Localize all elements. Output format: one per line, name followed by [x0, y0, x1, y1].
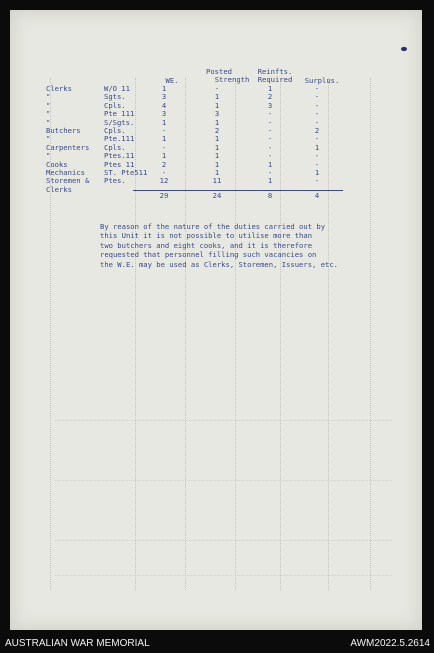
row-category: Clerks [46, 184, 72, 194]
row-reinf: 1 [267, 176, 273, 186]
footer-accession-number: AWM2022.5.2614 [350, 638, 430, 649]
ghost-rule [55, 420, 392, 421]
row-category: " [46, 100, 51, 110]
row-we: 1 [161, 84, 167, 93]
row-reinf: 1 [267, 84, 273, 93]
row-surplus: - [314, 134, 320, 144]
row-posted: 1 [214, 117, 220, 127]
ghost-rule [185, 78, 186, 590]
row-rank: Pte.111 [104, 134, 135, 144]
row-reinf: 1 [267, 159, 273, 169]
row-posted: 1 [214, 142, 220, 152]
row-category: " [46, 92, 51, 102]
row-category: " [46, 117, 51, 127]
total-surplus: 4 [314, 191, 320, 200]
row-we: - [161, 126, 167, 135]
row-surplus: - [314, 84, 320, 93]
row-posted: 11 [212, 176, 222, 186]
row-rank: Pte 111 [104, 109, 135, 119]
row-we: - [161, 142, 167, 152]
row-surplus: - [314, 92, 320, 102]
ghost-rule [235, 78, 236, 590]
row-reinf: - [267, 168, 273, 177]
row-reinf: - [267, 109, 273, 119]
remarks-paragraph [100, 222, 375, 269]
row-category: Cooks [46, 159, 68, 169]
row-category: " [46, 134, 51, 144]
row-category: Mechanics [46, 168, 85, 177]
row-reinf: - [267, 134, 273, 144]
row-posted: - [214, 84, 220, 93]
row-category: Storemen & [46, 176, 90, 186]
row-reinf: 2 [267, 92, 273, 102]
row-posted: 1 [214, 151, 220, 161]
header-reinfts-line2: Required [257, 75, 293, 84]
row-we: 3 [161, 109, 167, 119]
ghost-rule [55, 540, 392, 541]
row-reinf: 3 [267, 100, 273, 110]
row-category: " [46, 151, 51, 161]
row-category: " [46, 109, 51, 119]
paragraph-line: requested that personnel filling such vacancies on [100, 250, 317, 260]
row-surplus: 1 [314, 142, 320, 152]
row-we: 12 [159, 176, 169, 186]
row-posted: 3 [214, 109, 220, 119]
footer-institution: AUSTRALIAN WAR MEMORIAL [5, 638, 150, 649]
header-posted-line2: Strength [214, 75, 250, 84]
row-posted: 1 [214, 159, 220, 169]
header-surplus: Surplus. [304, 76, 340, 85]
row-we: - [161, 168, 167, 177]
row-rank: Ptes.11 [104, 151, 135, 161]
row-reinf: - [267, 142, 273, 152]
row-rank: S/Sgts. [104, 117, 135, 127]
row-rank: W/O 11 [104, 84, 130, 93]
ink-mark [401, 47, 407, 51]
row-reinf: - [267, 151, 273, 161]
header-reinfts-line1: Reinfts. [257, 67, 293, 76]
row-surplus: - [314, 176, 320, 186]
row-reinf: - [267, 117, 273, 127]
row-we: 1 [161, 117, 167, 127]
row-category: Carpenters [46, 142, 90, 152]
header-we: WE. [165, 76, 179, 85]
row-rank: Ptes 11 [104, 159, 135, 169]
row-surplus: - [314, 100, 320, 110]
row-rank: ST. Pte511 [104, 168, 148, 177]
row-we: 1 [161, 151, 167, 161]
row-surplus: 2 [314, 126, 320, 135]
ghost-rule [55, 480, 392, 481]
row-surplus: - [314, 117, 320, 127]
ghost-rule [55, 575, 392, 576]
row-posted: 1 [214, 168, 220, 177]
ghost-rule [370, 78, 371, 590]
total-we: 29 [159, 191, 169, 200]
row-rank: Ptes. [104, 176, 126, 186]
row-posted: 1 [214, 134, 220, 144]
total-posted: 24 [212, 191, 222, 200]
row-rank: Cpls. [104, 126, 126, 135]
row-posted: 2 [214, 126, 220, 135]
row-category: Clerks [46, 84, 72, 93]
total-reinf: 8 [267, 191, 273, 200]
row-posted: 1 [214, 92, 220, 102]
row-rank: Sgts. [104, 92, 126, 102]
row-rank: Cpls. [104, 142, 126, 152]
row-we: 1 [161, 134, 167, 144]
paragraph-line: this Unit it is not possible to utilise more than [100, 231, 313, 241]
header-posted-line1: Posted [206, 67, 232, 76]
row-posted: 1 [214, 100, 220, 110]
paragraph-line: By reason of the nature of the duties carried out by [100, 222, 326, 231]
row-surplus: - [314, 109, 320, 119]
row-we: 3 [161, 92, 167, 102]
row-we: 4 [161, 100, 167, 110]
row-rank: Cpls. [104, 100, 126, 110]
row-surplus: 1 [314, 168, 320, 177]
row-category: Butchers [46, 126, 81, 135]
row-surplus: - [314, 159, 320, 169]
row-reinf: - [267, 126, 273, 135]
paragraph-line: two butchers and eight cooks, and it is therefore [100, 240, 313, 250]
row-we: 2 [161, 159, 167, 169]
paragraph-line: the W.E. may be used as Clerks, Storemen, Issuers, etc. [100, 259, 338, 269]
row-surplus: - [314, 151, 320, 161]
